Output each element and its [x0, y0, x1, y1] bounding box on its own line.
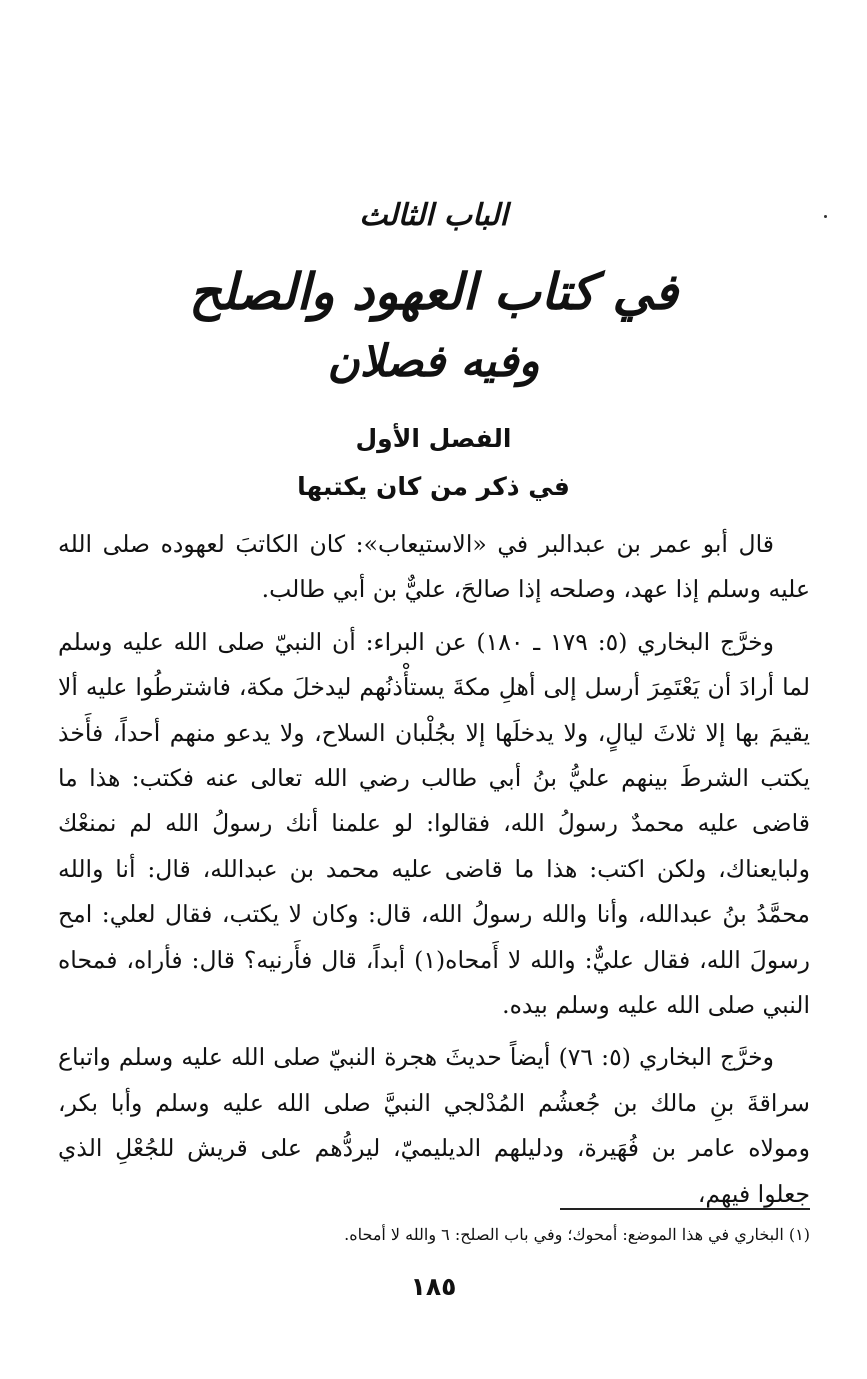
- footnote-divider: [560, 1208, 810, 1210]
- chapter-subtitle: وفيه فصلان: [327, 336, 540, 387]
- section-subtitle: في ذكر من كان يكتبها: [297, 472, 570, 501]
- footnote: (١) البخاري في هذا الموضع: أمحوك؛ وفي باب الصلح: ٦ والله لا أمحاه.: [344, 1225, 810, 1244]
- paragraph: وخرَّج البخاري (٥: ١٧٩ ـ ١٨٠) عن البراء: أن النبيّ صلى الله عليه وسلم لما أرادَ أن يَعْتَمِرَ أرسل إلى أهلِ مكةَ يستأْذنُهم ليدخلَ مكة، فاشترطُوا عليه ألا يقيمَ بها إلا ثلاثَ ليالٍ، ولا يدخلَها إلا بجُلْبان السلاح، ولا يدعو منهم أحداً، فأَخذ يكتب الشرطَ بينهم عليُّ بنُ أبي طالب رضي الله تعالى عنه فكتب: هذا ما قاضى عليه محمدٌ رسولُ الله، فقالوا: لو علمنا أنك رسولُ الله لم نمنعْك ولبايعناك، ولكن اكتب: هذا ما قاضى عليه محمد بن عبدالله، قال: أنا والله محمَّدُ بنُ عبدالله، وأنا والله رسولُ الله، قال: وكان لا يكتب، فقال لعلي: امح رسولَ الله، فقال عليٌّ: والله لا أَمحاه(١) أبداً، قال فأَرنيه؟ قال: فأراه، فمحاه النبي صلى الله عليه وسلم بيده.: [58, 627, 811, 1020]
- section-title: الفصل الأول: [355, 424, 512, 453]
- paragraph: قال أبو عمر بن عبدالبر في «الاستيعاب»: كان الكاتبَ لعهوده صلى الله عليه وسلم إذا عهد، وصلحه إذا صالحَ، عليٌّ بن أبي طالب.: [58, 530, 810, 604]
- paragraph: وخرَّج البخاري (٥: ٧٦) أيضاً حديثَ هجرة النبيّ صلى الله عليه وسلم واتباع سراقةَ بنِ مالك بن جُعشُم المُدْلجي النبيَّ صلى الله عليه وسلم وأبا بكر، ومولاه عامر بن فُهَيرة، ودليلهم الديليميّ، ليردُّهم على قريش للجُعْلِ الذي جعلوا فيهم،: [58, 1043, 810, 1208]
- chapter-title: في كتاب العهود والصلح: [189, 262, 678, 321]
- page-number: ١٨٥: [410, 1272, 457, 1301]
- body-text: [58, 522, 810, 1224]
- chapter-label: الباب الثالث: [359, 198, 508, 233]
